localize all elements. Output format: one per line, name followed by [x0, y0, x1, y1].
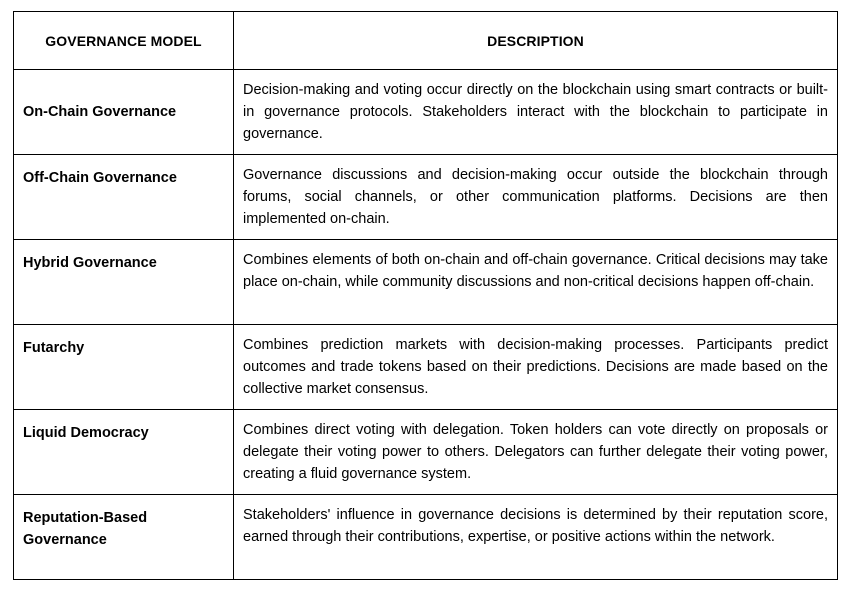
model-name-cell: Off-Chain Governance [14, 155, 234, 240]
description-cell: Combines direct voting with delegation. Token holders can vote directly on proposals or delegate their voting power to others. Delegators can further delegate their voting power, creating a fluid governance system. [234, 410, 838, 495]
model-name-cell: Liquid Democracy [14, 410, 234, 495]
description-cell: Governance discussions and decision-making occur outside the blockchain through forums, social channels, or other communication platforms. Decisions are then implemented on-chain. [234, 155, 838, 240]
description-cell: Stakeholders' influence in governance decisions is determined by their reputation score, earned through their contributions, expertise, or positive actions within the network. [234, 495, 838, 580]
table-row [14, 495, 838, 580]
table-row [14, 240, 838, 325]
header-governance-model: GOVERNANCE MODEL [14, 12, 234, 70]
description-cell: Combines prediction markets with decision-making processes. Participants predict outcomes and trade tokens based on their predictions. Decisions are made based on the collective market consensus. [234, 325, 838, 410]
model-name-cell: Reputation-Based Governance [14, 495, 234, 580]
table-row [14, 410, 838, 495]
model-name-cell: Hybrid Governance [14, 240, 234, 325]
table-header [14, 12, 838, 70]
table-body [14, 70, 838, 580]
header-row [14, 12, 838, 70]
table-row [14, 155, 838, 240]
header-description: DESCRIPTION [234, 12, 838, 70]
description-cell: Combines elements of both on-chain and off-chain governance. Critical decisions may take place on-chain, while community discussions and non-critical decisions happen off-chain. [234, 240, 838, 325]
table-row [14, 325, 838, 410]
description-cell: Decision-making and voting occur directly on the blockchain using smart contracts or built-in governance protocols. Stakeholders interact with the blockchain to participate in governance. [234, 70, 838, 155]
model-name-cell: Futarchy [14, 325, 234, 410]
model-name-cell: On-Chain Governance [14, 70, 234, 155]
governance-models-table [13, 11, 838, 580]
table-row [14, 70, 838, 155]
